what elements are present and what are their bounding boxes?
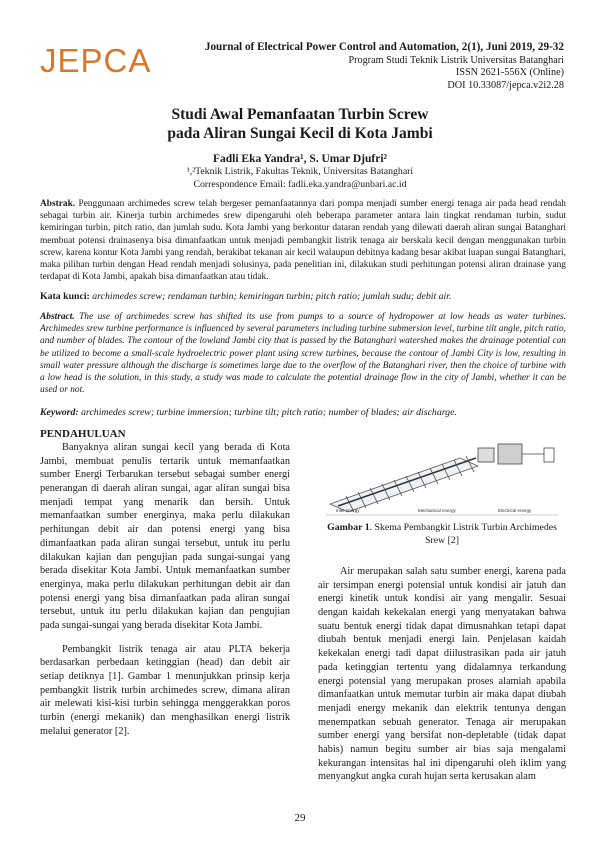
abstrak-label: Abstrak. [40, 199, 76, 209]
trough-shape [330, 458, 478, 512]
author-names: Fadli Eka Yandra¹, S. Umar Djufri² [213, 153, 387, 165]
abstract-label: Abstract. [40, 312, 75, 322]
right-paragraph-1: Air merupakan salah satu sumber energi, karena pada air tersimpan energi potensial untuk kondisi air jatuh dan energi kinetik untuk kondisi air yang mengalir. Sesuai dengan kaidah kekekalan energi yang menyatakan bahwa suatu bentuk energi tidak dapat dimusnahkan tetapi dapat diubah bentuk menjadi energi lain. Penjelasan kaidah kekekalan energi tadi dapat diilustrasikan pada air jatuh pada ketinggian tertentu yang didalamnya terkandung energi potensial yang merupakan proses alamiah apabila dimanfaatkan untuk memutar turbin air maka dapat diubah menjadi energy mekanik dan elektrik tentunya dengan menempatkan sebuah generator. Tenaga air merupakan sumber energi yang bersifat non-depletable (tidak dapat habis) namun begitu sumber air bias saja mengalami kekurangan intensitas hal ini dipengaruhi oleh iklim yang menyangkut angka curah hujan serta kerusakan alam [318, 566, 566, 783]
author-block [0, 152, 600, 191]
screw-shaft [338, 458, 476, 506]
title-line-2: pada Aliran Sungai Kecil di Kota Jambi [167, 124, 433, 142]
keyword-text: archimedes screw; turbine immersion; turbine tilt; pitch ratio; number of blades; air discharge. [81, 407, 457, 418]
page-number: 29 [294, 812, 306, 824]
kata-kunci-line [40, 291, 566, 304]
right-column [318, 565, 566, 784]
kata-kunci-label: Kata kunci: [40, 291, 90, 302]
author-affiliation: ¹,²Teknik Listrik, Fakultas Teknik, Universitas Batanghari [186, 166, 414, 178]
abstrak-text: Penggunaan archimedes screw telah bergeser pemanfaatannya dari pompa menjadi sumber energi tenaga air pada head rendah sebagai turbin air. Kinerja turbin archimedes srew dipengaruhi oleh beberapa parameter antara lain tingkat rendaman turbin, sudut kemiringan turbin, pitch ratio, dan jumlah sudu. Kota Jambi yang berkontur dataran rendah yang dilewati daerah aliran sungai Batanghari membuat potensi drainasenya bisa dimanfaatkan untuk menjadi pembangkit listrik tenaga air berskala kecil dengan menggunakan turbin screw, karena kontur Kota Jambi yang rendah, berakibat tekanan air kecil walaupun debitnya kadang besar akibat luapan sungai Batanghari, maka pilihan turbin dengan Head rendah menjadi solusinya, pada penelitian ini, dilakukan studi perhitungan potensi aliran drainase yang terdapat di Kota Jambi, apakah bisa dimanfaatkan atau tidak. [40, 199, 566, 283]
left-paragraph-1: Banyaknya aliran sungai kecil yang berada di Kota Jambi, membuat penulis tertarik untuk memanfaatkan sumber Energi Terbarukan tersebut sebagai sumber energi penerangan di daerah aliran sungai, agar aliran sungai bisa menjadi tempat yang menarik dan bersih. Untuk memanfaatkan sumber energinya, maka perlu dilakukan perhitungan debit air dan potensi energi yang bisa dimanfaatkan pada aliran sungai tersebut, untuk itu perlu dilakukan kajian dan pengujian pada sungai-sungai yang berada disekitar Kota Jambi. Untuk memanfaatkan sumber energinya, maka perlu dilakukan perhitungan debit air dan potensi energi yang bisa dimanfaatkan pada aliran sungai tersebut, untuk itu perlu dilakukan kajian dan pengujian pada sungai-sungai yang berada disekitar Kota Jambi. [40, 442, 290, 631]
issn-line: ISSN 2621-556X (Online) [455, 67, 564, 79]
journal-logo: JEPCA [40, 42, 152, 79]
author-email: Correspondence Email: fadli.eka.yandra@unbari.ac.id [193, 178, 407, 190]
figure-caption-text: . Skema Pembangkit Listrik Turbin Archimedes Srew [2] [369, 522, 557, 547]
label-electrical: Electrical energy [498, 508, 532, 513]
grid-box [544, 448, 554, 462]
title-line-1: Studi Awal Pemanfaatan Turbin Screw [171, 106, 429, 123]
section-title: PENDAHULUAN [40, 428, 126, 440]
figure-caption-label: Gambar 1 [327, 522, 370, 533]
figure-archimedes-screw [318, 436, 566, 516]
abstrak-paragraph [40, 198, 566, 284]
abstract-paragraph [40, 311, 566, 397]
doi-line: DOI 10.33087/jepca.v2i2.28 [447, 79, 564, 91]
keyword-line [40, 407, 566, 420]
program-line: Program Studi Teknik Listrik Universitas Batanghari [348, 54, 564, 66]
kata-kunci-text: archimedes screw; rendaman turbin; kemiringan turbin; pitch ratio; jumlah sudu; debit air. [92, 291, 452, 302]
journal-line: Journal of Electrical Power Control and Automation, 2(1), Juni 2019, 29-32 [204, 41, 564, 53]
left-paragraph-2: Pembangkit listrik tenaga air atau PLTA bekerja berdasarkan perbedaan ketinggian (head) dan debit air setiap detiknya [1]. Gambar 1 menunjukkan prinsip kerja pembangkit listrik turbin archimedes screw, dimana aliran air melewati kisi-kisi turbin sehingga menggerakkan poros turbin (energi mekanik) dan menghasilkan energi listrik melalui generator [2]. [40, 643, 290, 737]
abstract-text: The use of archimedes screw has shifted its use from pumps to a source of hydropower at low heads as water turbines. Archimedes srew turbine performance is influenced by several parameters including turbine submersion level, turbine tilt angle, pitch ratio, and number of blades. The contour of the lowland Jambi city that is passed by the Batanghari watershed makes the drainage potential can be utilized to become a small-scale hydroelectric power plant using screw turbines, because the contour of Jambi City is low, resulting in small water pressure although the discharge is sometimes large due to the overflow of the Batanghari river, then the choice of turbine with a low head is the solution, in this study, a study was made to calculate the potential drainage flow in the city of Jambi, whether it can be used or not. [40, 312, 566, 396]
journal-header [205, 41, 564, 92]
gearbox-shape [478, 448, 494, 462]
label-inlet: Inlet energy [336, 508, 360, 513]
label-mechanical: Mechanical energy [418, 508, 456, 513]
generator-shape [498, 444, 522, 464]
figure-caption [318, 521, 566, 547]
keyword-label: Keyword: [40, 407, 79, 418]
paper-title [0, 106, 600, 143]
left-column [40, 441, 290, 738]
screw-turbine-diagram [318, 436, 566, 516]
